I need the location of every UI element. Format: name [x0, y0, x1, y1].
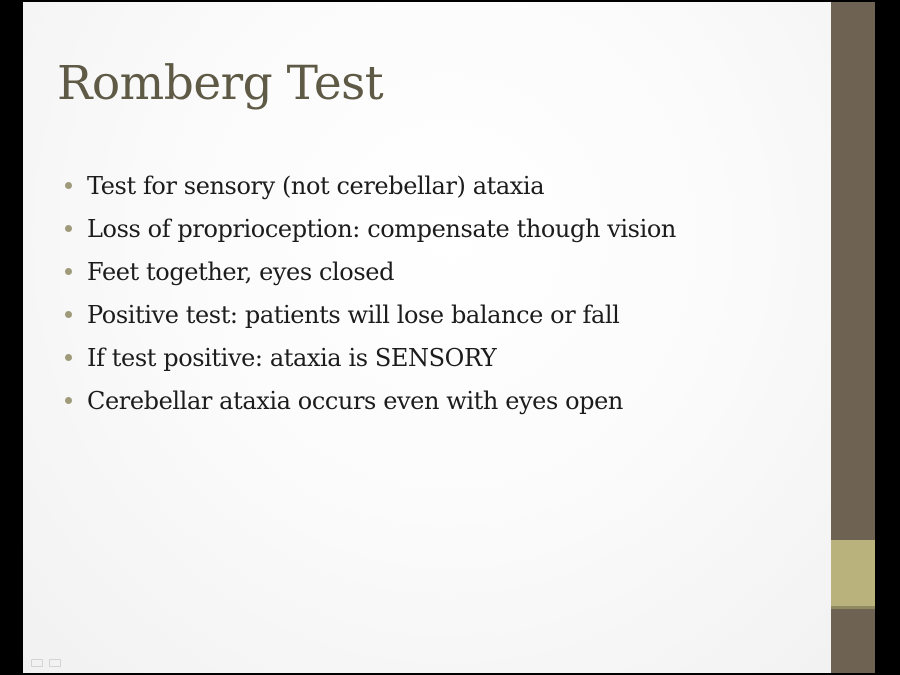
bullet-item — [65, 336, 825, 379]
bullet-item — [65, 250, 825, 293]
bullet-text: Positive test: patients will lose balance or fall — [87, 300, 620, 329]
bullet-text: Loss of proprioception: compensate though vision — [87, 214, 676, 243]
sidebar-accent-block — [831, 540, 875, 606]
bullet-dot-icon — [65, 354, 72, 361]
bullet-list — [65, 164, 825, 422]
bullet-dot-icon — [65, 182, 72, 189]
bullet-text: Feet together, eyes closed — [87, 257, 395, 286]
bullet-dot-icon — [65, 225, 72, 232]
slideshow-control-icon[interactable] — [31, 659, 43, 667]
bullet-text: Test for sensory (not cerebellar) ataxia — [87, 171, 545, 200]
bullet-item — [65, 164, 825, 207]
slideshow-control-icon[interactable] — [49, 659, 61, 667]
decorative-sidebar — [831, 2, 875, 673]
slideshow-controls[interactable] — [31, 659, 61, 667]
bullet-item — [65, 293, 825, 336]
bullet-dot-icon — [65, 397, 72, 404]
bullet-text: If test positive: ataxia is SENSORY — [87, 343, 497, 372]
bullet-item — [65, 207, 825, 250]
bullet-dot-icon — [65, 268, 72, 275]
bullet-item — [65, 379, 825, 422]
bullet-dot-icon — [65, 311, 72, 318]
bullet-text: Cerebellar ataxia occurs even with eyes open — [87, 386, 623, 415]
slide — [23, 2, 875, 673]
sidebar-accent-edge — [831, 606, 875, 609]
slide-title: Romberg Test — [57, 56, 384, 111]
